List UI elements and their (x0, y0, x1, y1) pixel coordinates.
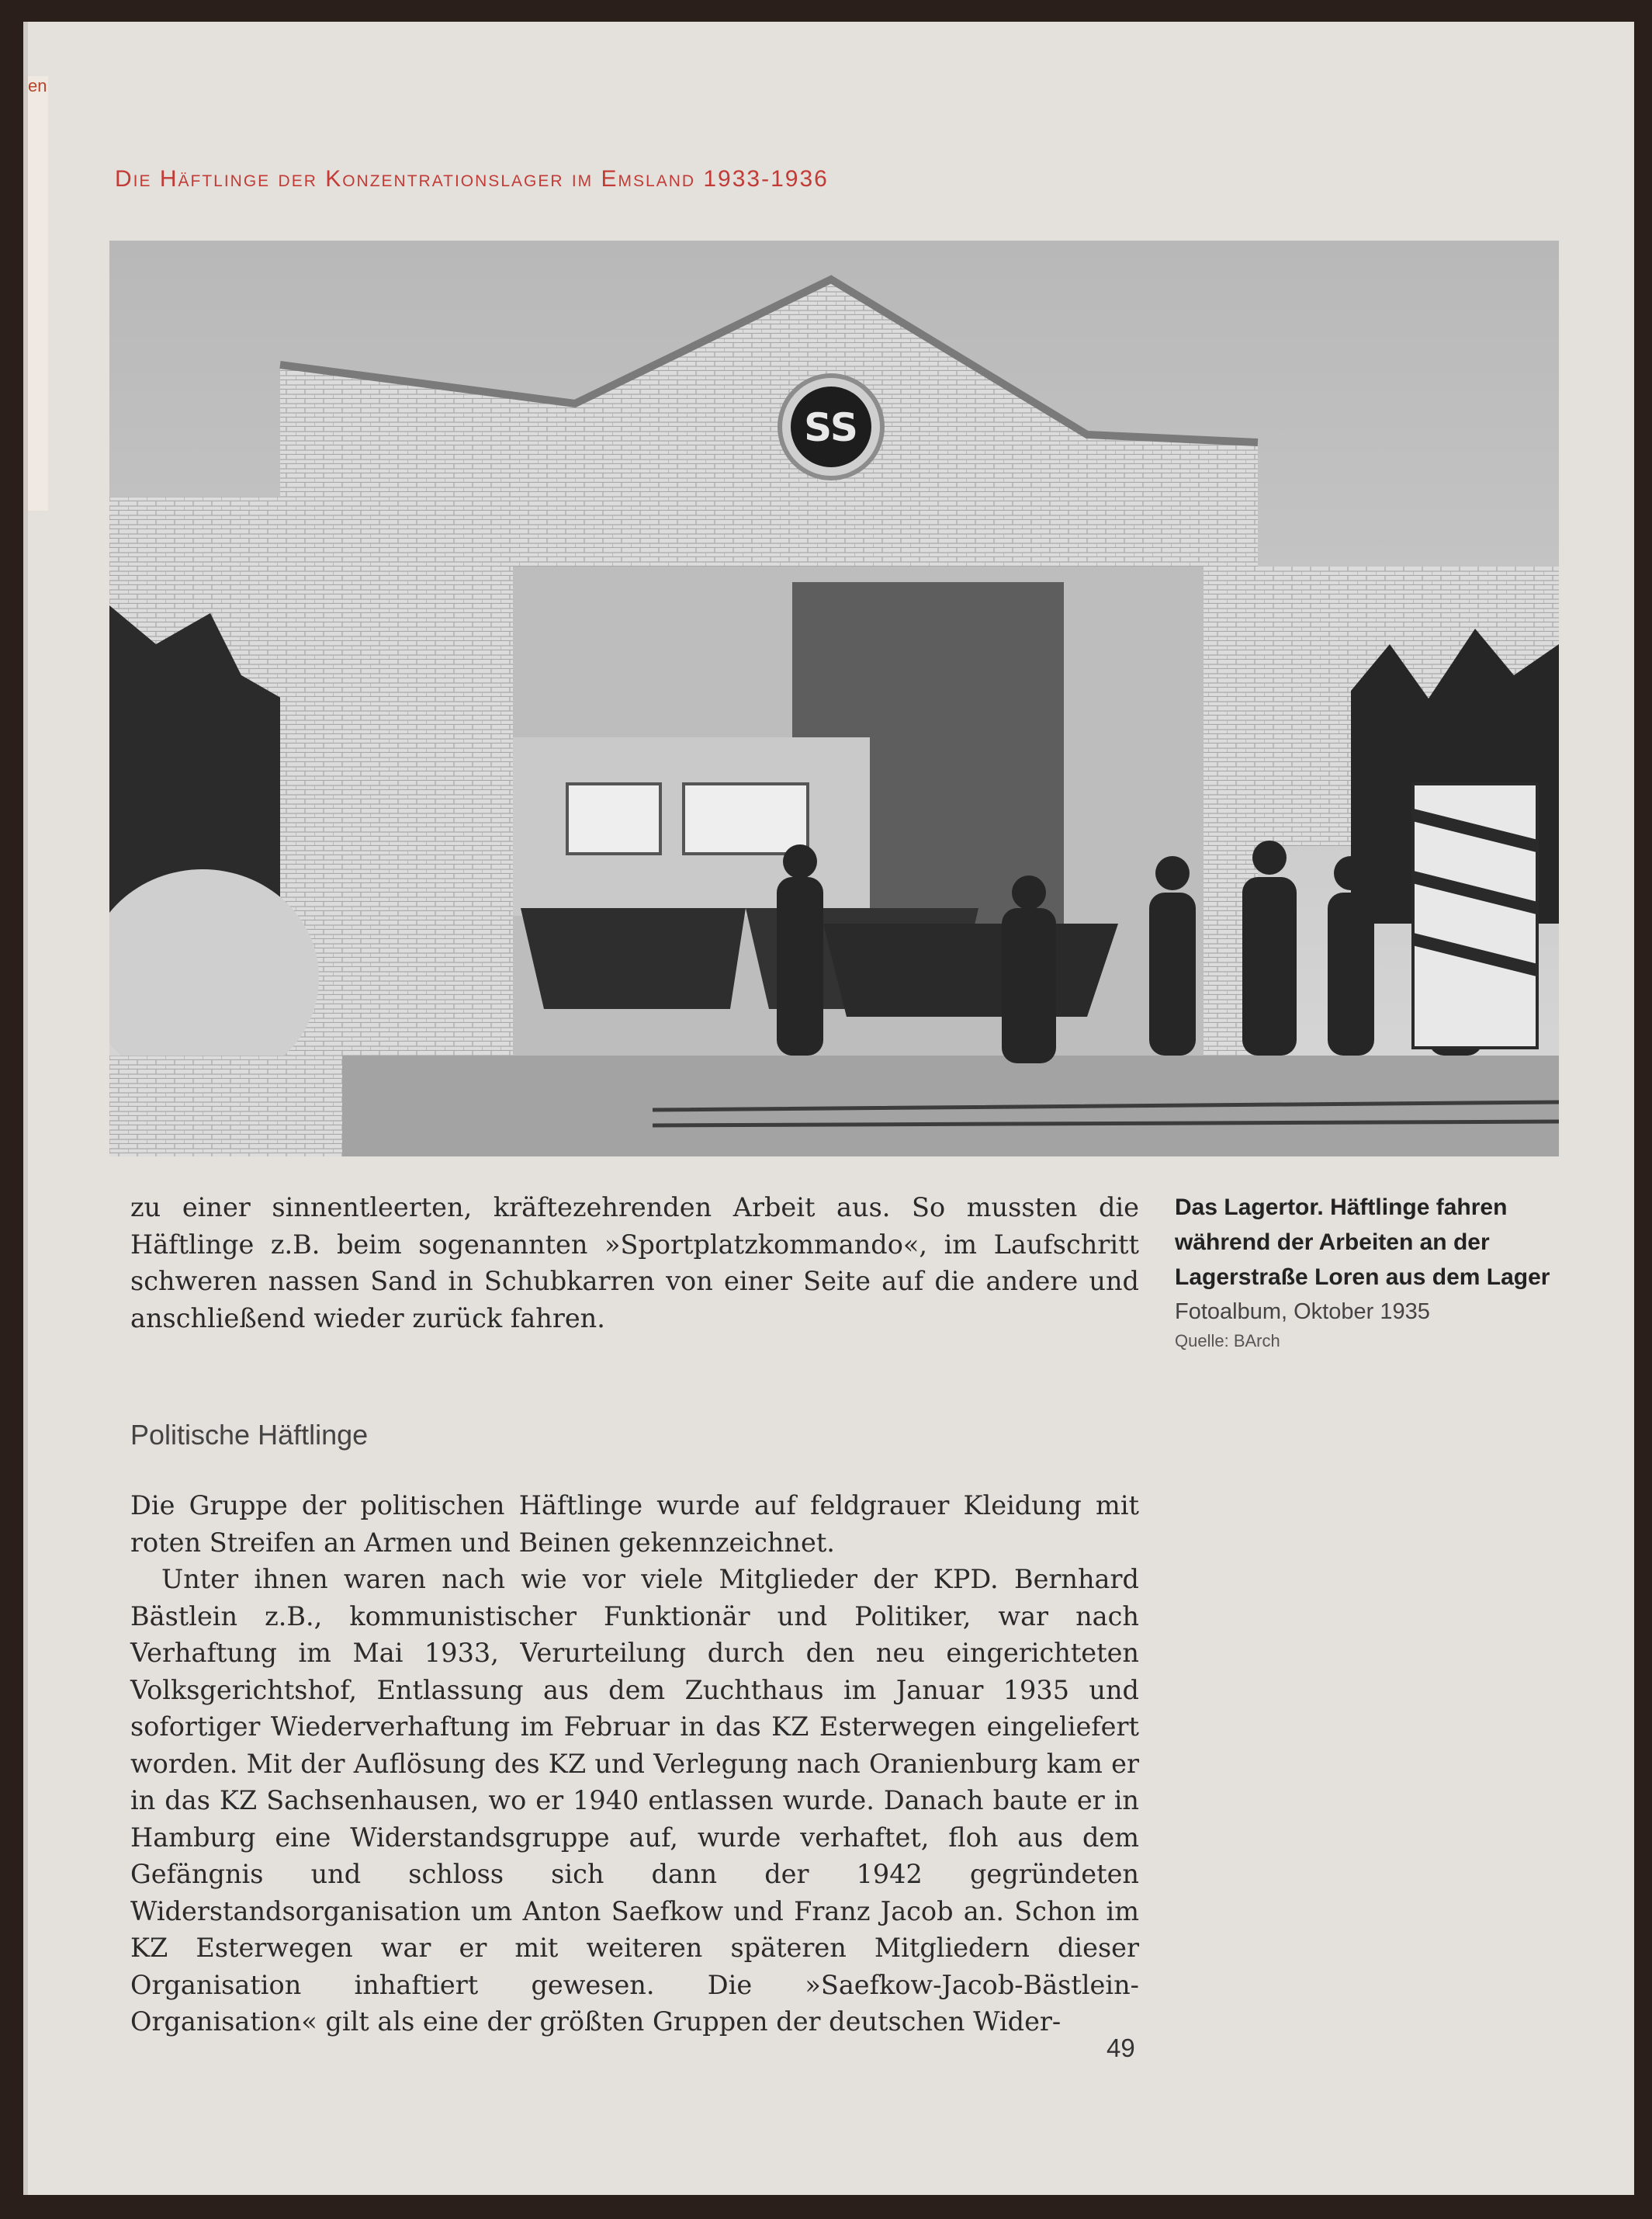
paragraph-1: Die Gruppe der politischen Häftlinge wurde auf feldgrauer Kleidung mit roten Streifen an Armen und Beinen gekennzeichnet. (130, 1490, 1139, 1558)
caption-detail: Fotoalbum, Oktober 1935 (1175, 1299, 1430, 1324)
previous-page-edge (28, 76, 48, 511)
caption-source: Quelle: BArch (1175, 1331, 1280, 1350)
ss-emblem: SS (804, 405, 858, 450)
page-number: 49 (1107, 2034, 1135, 2062)
photo-caption (1175, 1190, 1609, 1351)
previous-page-text: en (28, 76, 47, 95)
caption-line-2: während der Arbeiten an der (1175, 1229, 1490, 1255)
section-heading: Politische Häftlinge (130, 1419, 369, 1451)
book-page (23, 22, 1634, 2195)
intro-paragraph-block (130, 1189, 1139, 1337)
body-text (130, 1487, 1139, 2040)
camp-gate-photo (109, 241, 1559, 1156)
caption-line-3: Lagerstraße Loren aus dem Lager (1175, 1264, 1550, 1290)
caption-line-1: Das Lagertor. Häftlinge fahren (1175, 1194, 1508, 1220)
paragraph-2: Unter ihnen waren nach wie vor viele Mitglieder der KPD. Bernhard Bästlein z.B., kommunistischer Funktionär und Politiker, war nach Verhaftung im Mai 1933, Verurteilung durch den neu eingerichteten Volksgerichtshof, Entlassung aus dem Zuchthaus im Januar 1935 und sofortiger Wiederverhaftung im Februar in das KZ Esterwegen eingeliefert worden. Mit der Auflösung des KZ und Verlegung nach Oranienburg kam er in das KZ Sachsenhausen, wo er 1940 entlassen wurde. Danach baute er in Hamburg eine Widerstandsgruppe auf, wurde verhaftet, floh aus dem Gefängnis und schloss sich dann der 1942 gegründeten Widerstandsorganisation um Anton Saefkow und Franz Jacob an. Schon im KZ Esterwegen war er mit weiteren späteren Mitgliedern dieser Organisation inhaftiert gewesen. Die »Saefkow-Jacob-Bästlein-Organisation« gilt als eine der größten Gruppen der deutschen Wider- (130, 1564, 1139, 2037)
intro-paragraph: zu einer sinnentleerten, kräftezehrenden Arbeit aus. So mussten die Häftlinge z.B. beim sogenannten »Sportplatzkommando«, im Laufschritt schweren nassen Sand in Schubkarren von einer Seite auf die andere und anschließend wieder zurück fahren. (130, 1192, 1139, 1333)
photo-illustration (109, 241, 1559, 1156)
running-head: Die Häftlinge der Konzentrationslager im Emsland 1933-1936 (115, 166, 829, 192)
